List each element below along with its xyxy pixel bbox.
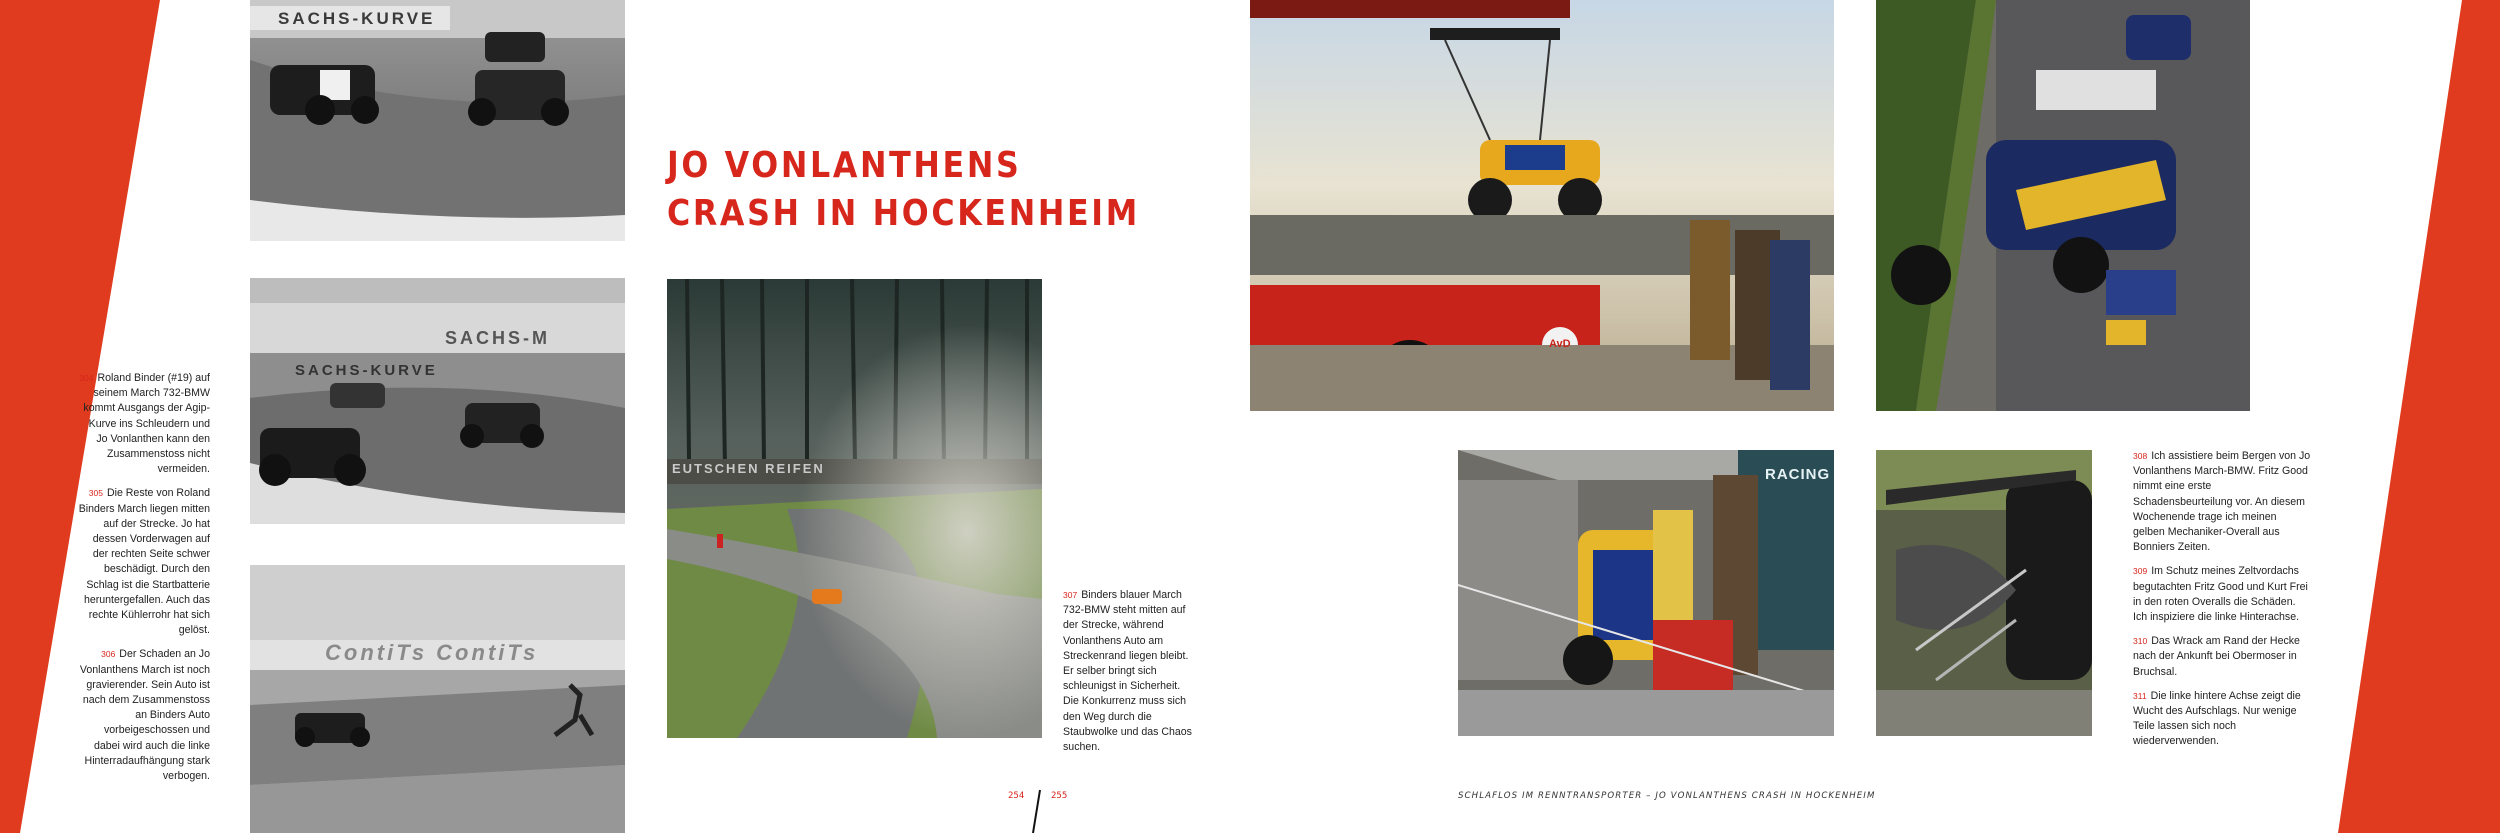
caption-304	[76, 371, 210, 477]
page-number-right: 255	[1051, 791, 1068, 801]
right-red-band	[2338, 0, 2500, 833]
caption-308-number: 308	[2133, 451, 2148, 461]
caption-305-number: 305	[88, 488, 103, 499]
captions-middle	[1063, 588, 1198, 764]
sign-avd: AvD	[1549, 338, 1571, 350]
caption-310-number: 310	[2133, 636, 2148, 647]
captions-right	[2133, 449, 2311, 759]
caption-306-number: 306	[101, 649, 116, 660]
caption-306-text: Der Schaden an Jo Vonlanthens March ist noch gravierender. Sein Auto ist nach dem Zusammenstoss an Binders Auto vorbeigeschossen und dabei wird auch die linke Hinterradaufhängung stark verbogen.	[79, 648, 210, 783]
caption-307-number: 307	[1063, 590, 1078, 600]
page-number-left: 254	[1008, 791, 1025, 801]
photo-race-aftermath	[250, 565, 625, 833]
caption-305-text: Die Reste von Roland Binders March liegen mitten auf der Strecke. Jo hat dessen Vorderwagen auf der rechten Seite schwer beschädigt. Durch den Schlag ist die Startbatterie heruntergefallen. Auch das rechte Kühlerrohr hat sich gelöst.	[78, 487, 210, 637]
sign-reifen: EUTSCHEN REIFEN	[672, 461, 825, 476]
photo-rear-axle-damage	[1876, 450, 2092, 736]
sign-sachs-m: SACHS-M	[445, 328, 550, 348]
title-line-2: CRASH IN HOCKENHEIM	[667, 193, 1140, 234]
caption-311-text: Die linke hintere Achse zeigt die Wucht des Aufschlags. Nur wenige Teile lassen sich noch wiederverwenden.	[2133, 689, 2301, 748]
caption-307	[1063, 588, 1198, 755]
photo-tent-inspection	[1458, 450, 1834, 736]
caption-308	[2133, 449, 2311, 555]
caption-308-text: Ich assistiere beim Bergen von Jo Vonlanthens March-BMW. Fritz Good nimmt eine erste Schadensbeurteilung vor. An diesem Wochenende trage ich meinen gelben Mechaniker-Overall aus Bonniers Zeiten.	[2133, 450, 2311, 554]
photo-track-dust-cloud	[667, 279, 1042, 738]
photo-race-crash	[250, 278, 625, 524]
caption-307-text: Binders blauer March 732-BMW steht mitten auf der Strecke, während Vonlanthens Auto am Streckenrand liegen bleibt. Er selber bringt sich schleunigst in Sicherheit. Die Konkurrenz muss sich den Weg durch die Staubwolke und das Chaos suchen.	[1063, 589, 1192, 754]
caption-311	[2133, 689, 2311, 750]
sign-conti: ContiTs ContiTs	[325, 640, 539, 665]
sign-racing: RACING	[1765, 466, 1831, 483]
caption-306	[76, 647, 210, 784]
captions-left	[76, 371, 210, 793]
title-line-1: JO VONLANTHENS	[667, 145, 1022, 186]
sign-sachs-kurve: SACHS-KURVE	[278, 9, 436, 28]
caption-311-number: 311	[2133, 690, 2147, 701]
spread-title	[667, 142, 1140, 238]
caption-309-text: Im Schutz meines Zeltvordachs begutachten Fritz Good und Kurt Frei in den roten Overalls die Schäden. Ich inspiziere die linke Hinterachse.	[2133, 565, 2308, 624]
photo-wreck-by-hedge	[1876, 0, 2250, 411]
photo-crane-lifting-car	[1250, 0, 1834, 411]
running-head: SCHLAFLOS IM RENNTRANSPORTER – JO VONLANTHENS CRASH IN HOCKENHEIM	[1458, 791, 1876, 801]
caption-305	[76, 486, 210, 638]
caption-309	[2133, 564, 2311, 625]
caption-310-text: Das Wrack am Rand der Hecke nach der Ankunft bei Obermoser in Bruchsal.	[2133, 635, 2300, 678]
caption-310	[2133, 634, 2311, 680]
gutter-spine	[1033, 790, 1040, 833]
caption-304-number: 304	[79, 373, 94, 383]
caption-304-text: Roland Binder (#19) auf seinem March 732-BMW kommt Ausgangs der Agip-Kurve ins Schleudern und Jo Vonlanthen kann den Zusammenstoss nicht vermeiden.	[83, 372, 210, 476]
photo-race-sachs-kurve	[250, 0, 625, 241]
sign-sachs-kurve-2: SACHS-KURVE	[295, 362, 438, 379]
caption-309-number: 309	[2133, 566, 2148, 577]
